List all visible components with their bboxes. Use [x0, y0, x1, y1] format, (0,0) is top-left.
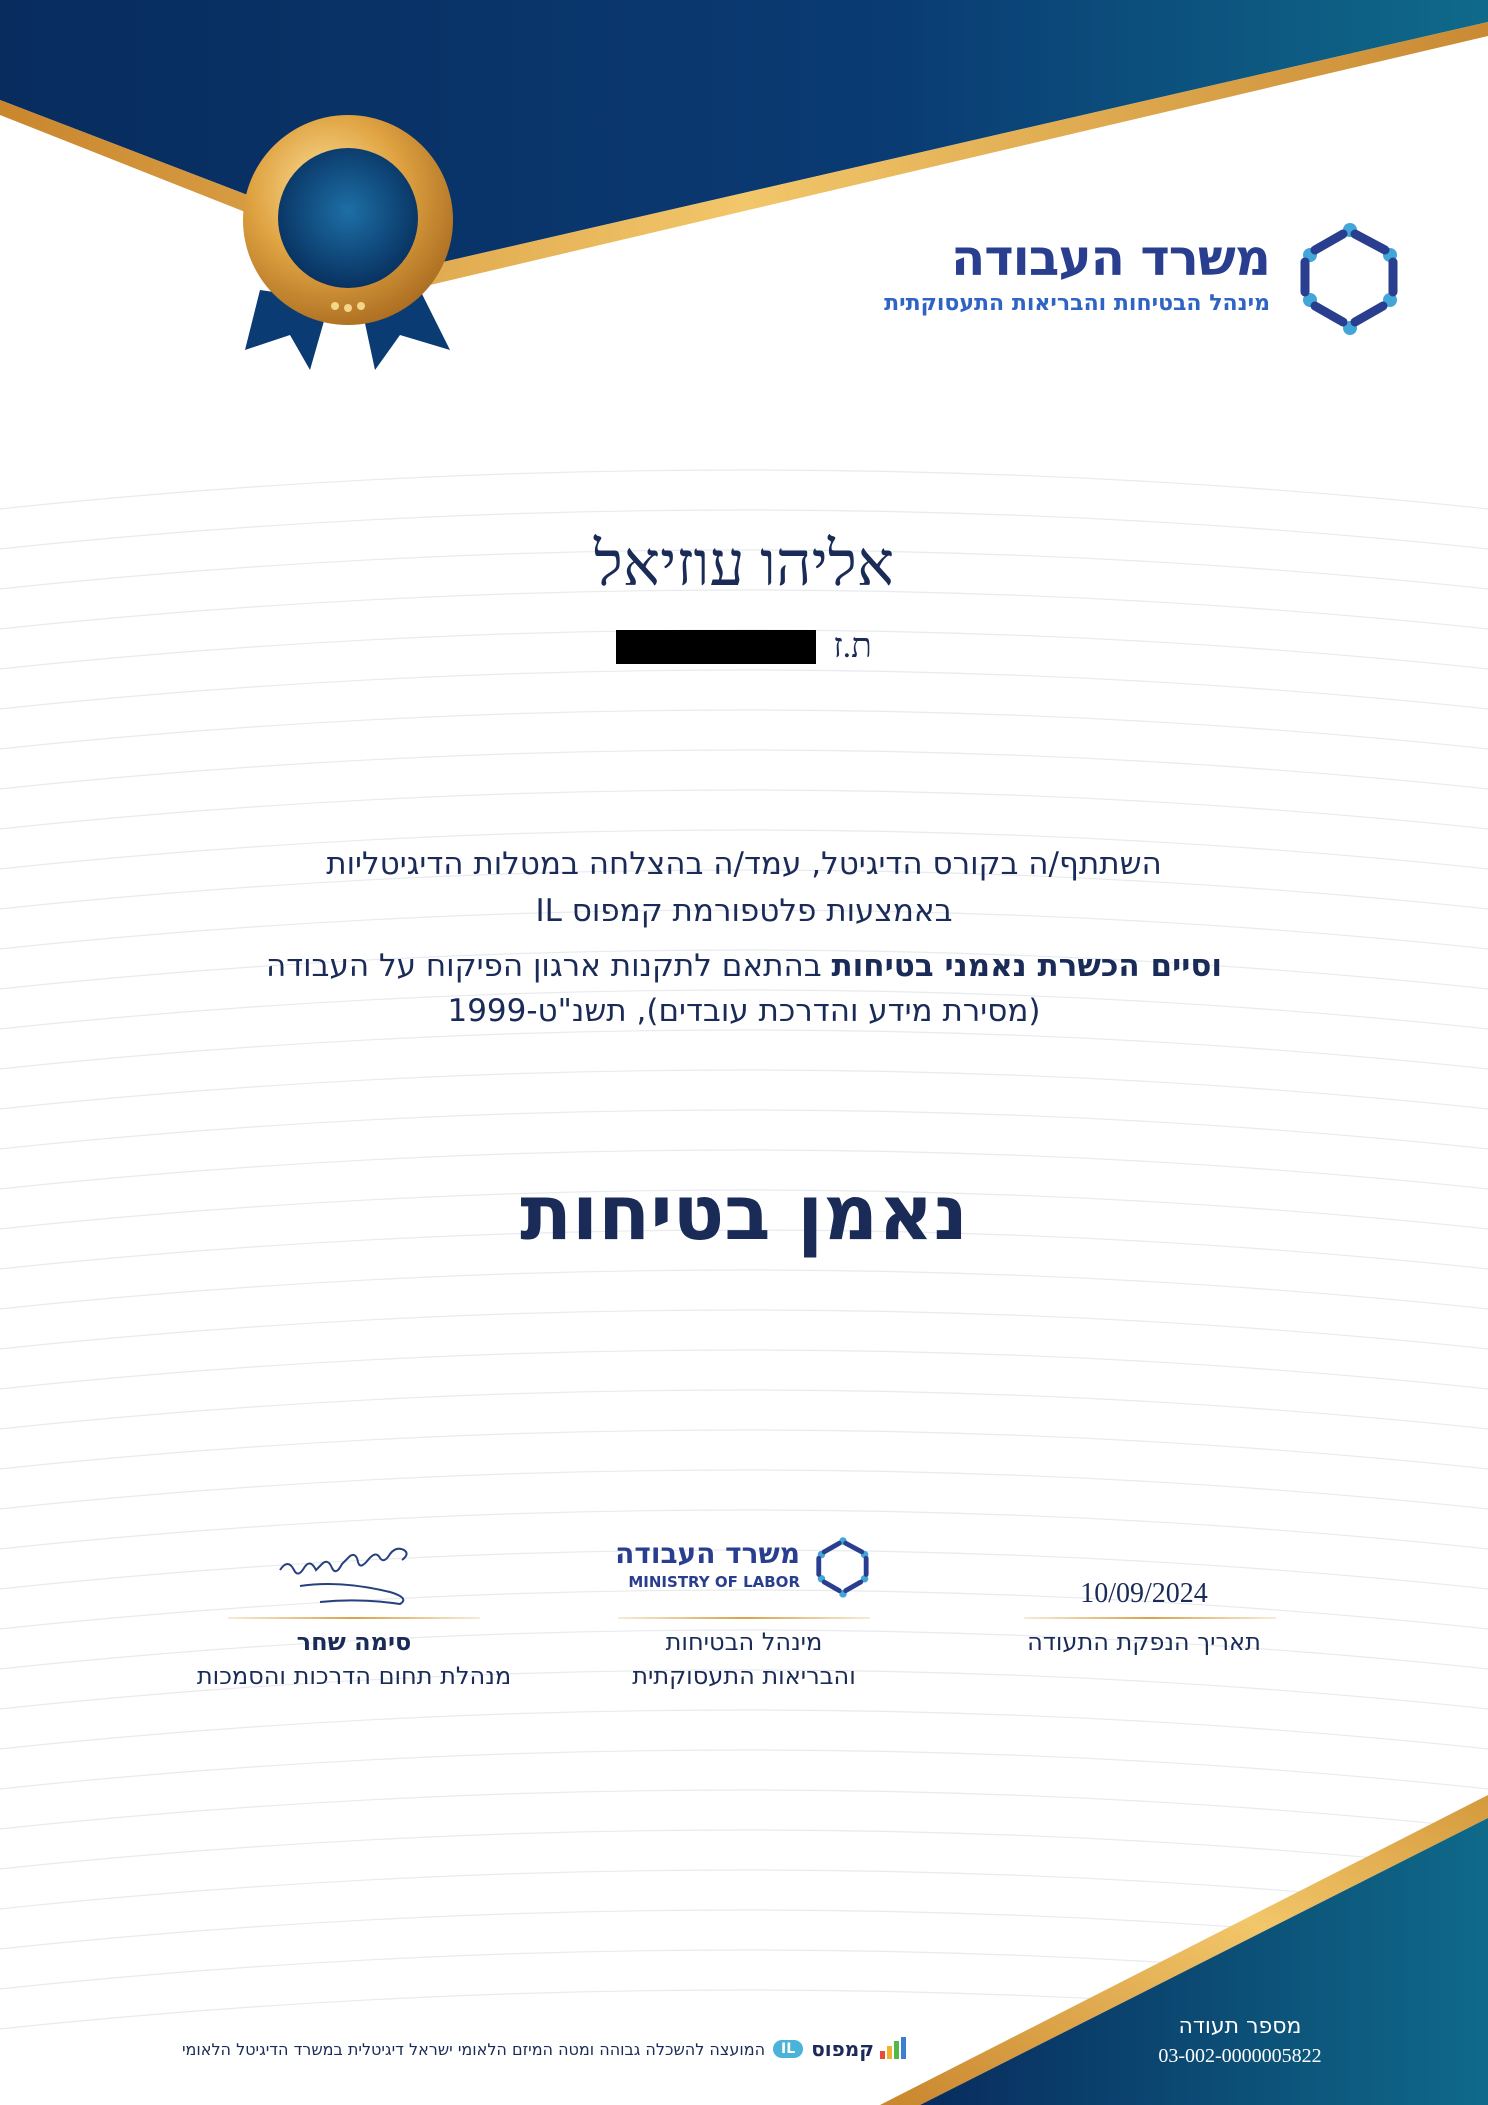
date-divider	[1024, 1617, 1276, 1619]
body-line-2: באמצעות פלטפורמת קמפוס IL	[535, 893, 953, 929]
center-divider	[618, 1617, 870, 1619]
cert-number-value: 03-002-0000005822	[1158, 2045, 1322, 2067]
id-label: ת.ז	[833, 628, 872, 665]
certificate-title: נאמן בטיחות	[520, 1168, 968, 1257]
logo-subtitle: מינהל הבטיחות והבריאות התעסוקתית	[884, 291, 1270, 316]
campus-il-badge: IL	[773, 2040, 803, 2058]
ministry-logo	[850, 215, 1420, 335]
recipient-name: אליהו עוזיאל	[593, 531, 895, 599]
ministry-emblem-small-icon	[808, 1535, 878, 1601]
center-logo-title: משרד העבודה	[615, 1537, 800, 1570]
recipient-id	[0, 628, 1488, 666]
body-line-3-rest: בהתאם לתקנות ארגון הפיקוח על העבודה	[265, 948, 832, 984]
body-line-4: (מסירת מידע והדרכת עובדים), תשנ"ט-1999	[447, 993, 1041, 1029]
redacted-id	[616, 630, 816, 664]
campus-logo-text: קמפוס	[811, 2037, 874, 2061]
body-line-3	[0, 948, 1488, 984]
signature-divider	[228, 1617, 480, 1619]
signature-image	[270, 1540, 440, 1610]
signer-role: מנהלת תחום הדרכות והסמכות	[196, 1662, 512, 1690]
center-logo-en: MINISTRY OF LABOR	[628, 1573, 800, 1591]
body-line-1: השתתף/ה בקורס הדיגיטל, עמד/ה בהצלחה במטלות הדיגיטליות	[326, 846, 1162, 882]
ministry-emblem-icon	[1285, 220, 1415, 340]
cert-number-label: מספר תעודה	[1178, 2014, 1302, 2039]
logo-title: משרד העבודה	[950, 229, 1270, 287]
campus-footer	[28, 2034, 908, 2064]
issue-date: 10/09/2024	[1080, 1578, 1208, 1609]
center-ministry-logo	[600, 1535, 880, 1605]
issue-date-label: תאריך הנפקת התעודה	[1027, 1628, 1261, 1656]
center-line-1: מינהל הבטיחות	[665, 1628, 823, 1656]
body-line-3-bold: וסיים הכשרת נאמני בטיחות	[831, 948, 1223, 984]
center-line-2: והבריאות התעסוקתית	[632, 1662, 856, 1690]
signer-name: סימה שחר	[296, 1628, 412, 1656]
campus-bars-icon	[878, 2037, 908, 2061]
campus-text: המועצה להשכלה גבוהה ומטה המיזם הלאומי ישראל דיגיטלית במשרד הדיגיטל הלאומי	[181, 2039, 766, 2059]
